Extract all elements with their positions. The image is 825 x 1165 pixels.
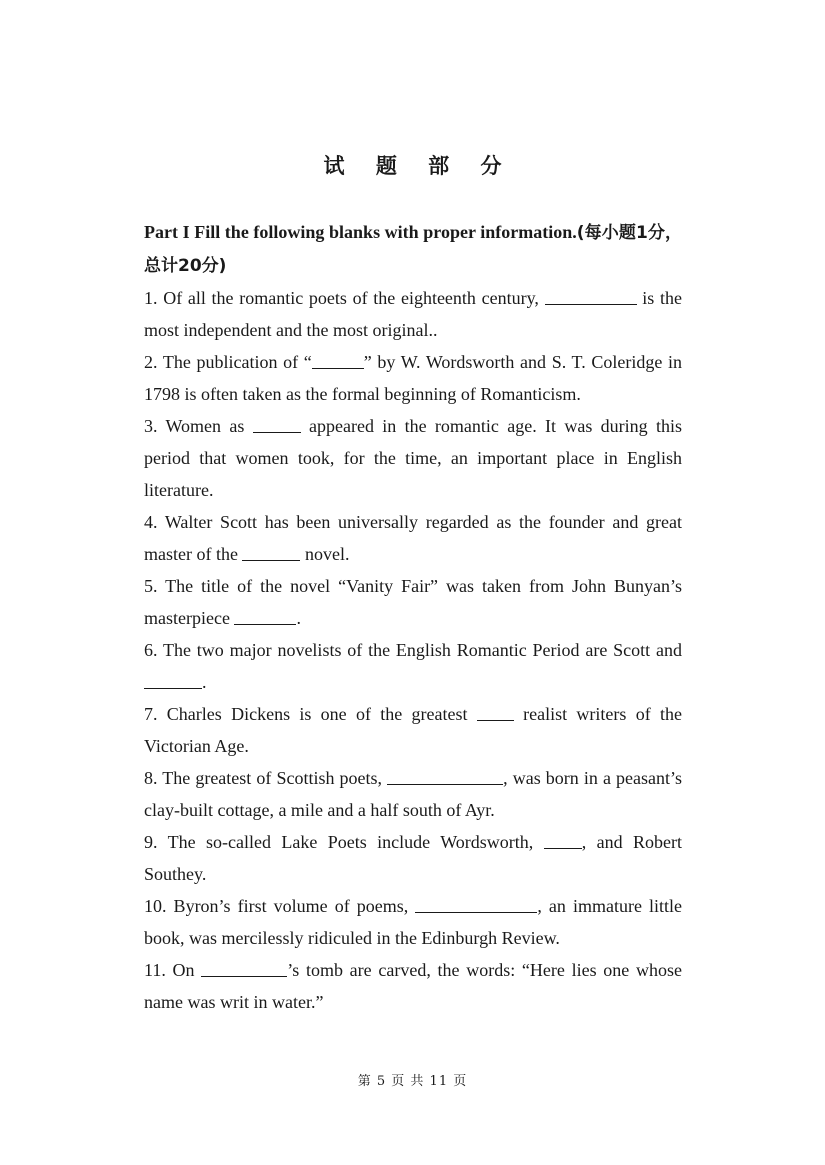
answer-blank[interactable] bbox=[544, 830, 582, 849]
part-heading-scoring: (每小题1分，总计20分) bbox=[144, 223, 682, 276]
question-text: 11. On bbox=[144, 960, 202, 980]
question-text: is the most independent and the most original.. bbox=[144, 288, 682, 340]
question-9 bbox=[144, 826, 682, 890]
answer-blank[interactable] bbox=[201, 958, 287, 977]
question-8 bbox=[144, 762, 682, 826]
question-text: appeared in the romantic age. It was during this period that women took, for the time, an important place in English literature. bbox=[144, 416, 682, 500]
question-text: 1. Of all the romantic poets of the eighteenth century, bbox=[144, 288, 545, 308]
question-text: 8. The greatest of Scottish poets, bbox=[144, 768, 388, 788]
question-text: , and Robert Southey. bbox=[144, 832, 682, 884]
part-heading-en: Part I Fill the following blanks with proper information bbox=[144, 222, 573, 242]
answer-blank[interactable] bbox=[242, 542, 300, 561]
question-text: . bbox=[202, 672, 207, 692]
question-text: 3. Women as bbox=[144, 416, 253, 436]
question-5 bbox=[144, 570, 682, 634]
question-text: 6. The two major novelists of the English Romantic Period are Scott and bbox=[144, 640, 682, 660]
answer-blank[interactable] bbox=[144, 670, 202, 689]
question-7 bbox=[144, 698, 682, 762]
answer-blank[interactable] bbox=[387, 766, 503, 785]
question-11 bbox=[144, 954, 682, 1018]
question-text: . bbox=[296, 608, 301, 628]
answer-blank[interactable] bbox=[415, 894, 537, 913]
question-10 bbox=[144, 890, 682, 954]
answer-blank[interactable] bbox=[477, 702, 514, 721]
questions-section bbox=[144, 216, 682, 1018]
page-title: 试 题 部 分 bbox=[323, 154, 514, 178]
question-text: , was born in a peasant’s clay-built cottage, a mile and a half south of Ayr. bbox=[144, 768, 682, 820]
answer-blank[interactable] bbox=[312, 350, 364, 369]
question-text: 5. The title of the novel “Vanity Fair” was taken from John Bunyan’s masterpiece bbox=[144, 576, 682, 628]
question-3 bbox=[144, 410, 682, 506]
part-heading-punct: . bbox=[572, 222, 577, 242]
answer-blank[interactable] bbox=[545, 286, 637, 305]
question-text: 9. The so-called Lake Poets include Wordsworth, bbox=[144, 832, 544, 852]
question-text: 7. Charles Dickens is one of the greatest bbox=[144, 704, 477, 724]
question-text: novel. bbox=[300, 544, 350, 564]
question-6 bbox=[144, 634, 682, 698]
question-text: ’s tomb are carved, the words: “Here lies one whose name was writ in water.” bbox=[144, 960, 682, 1012]
question-text: 2. The publication of “ bbox=[144, 352, 312, 372]
question-text: , an immature little book, was mercilessly ridiculed in the Edinburgh Review. bbox=[144, 896, 683, 948]
answer-blank[interactable] bbox=[234, 606, 296, 625]
question-text: realist writers of the Victorian Age. bbox=[144, 704, 683, 756]
question-2 bbox=[144, 346, 682, 410]
page-number-footer: 第 5 页 共 11 页 bbox=[357, 1074, 468, 1089]
question-text: 10. Byron’s first volume of poems, bbox=[144, 896, 416, 916]
part-heading bbox=[144, 216, 682, 282]
question-1 bbox=[144, 282, 682, 346]
question-4 bbox=[144, 506, 682, 570]
answer-blank[interactable] bbox=[253, 414, 301, 433]
question-text: ” by W. Wordsworth and S. T. Coleridge in 1798 is often taken as the formal beginning of Romanticism. bbox=[144, 352, 682, 404]
question-text: 4. Walter Scott has been universally regarded as the founder and great master of the bbox=[144, 512, 682, 564]
